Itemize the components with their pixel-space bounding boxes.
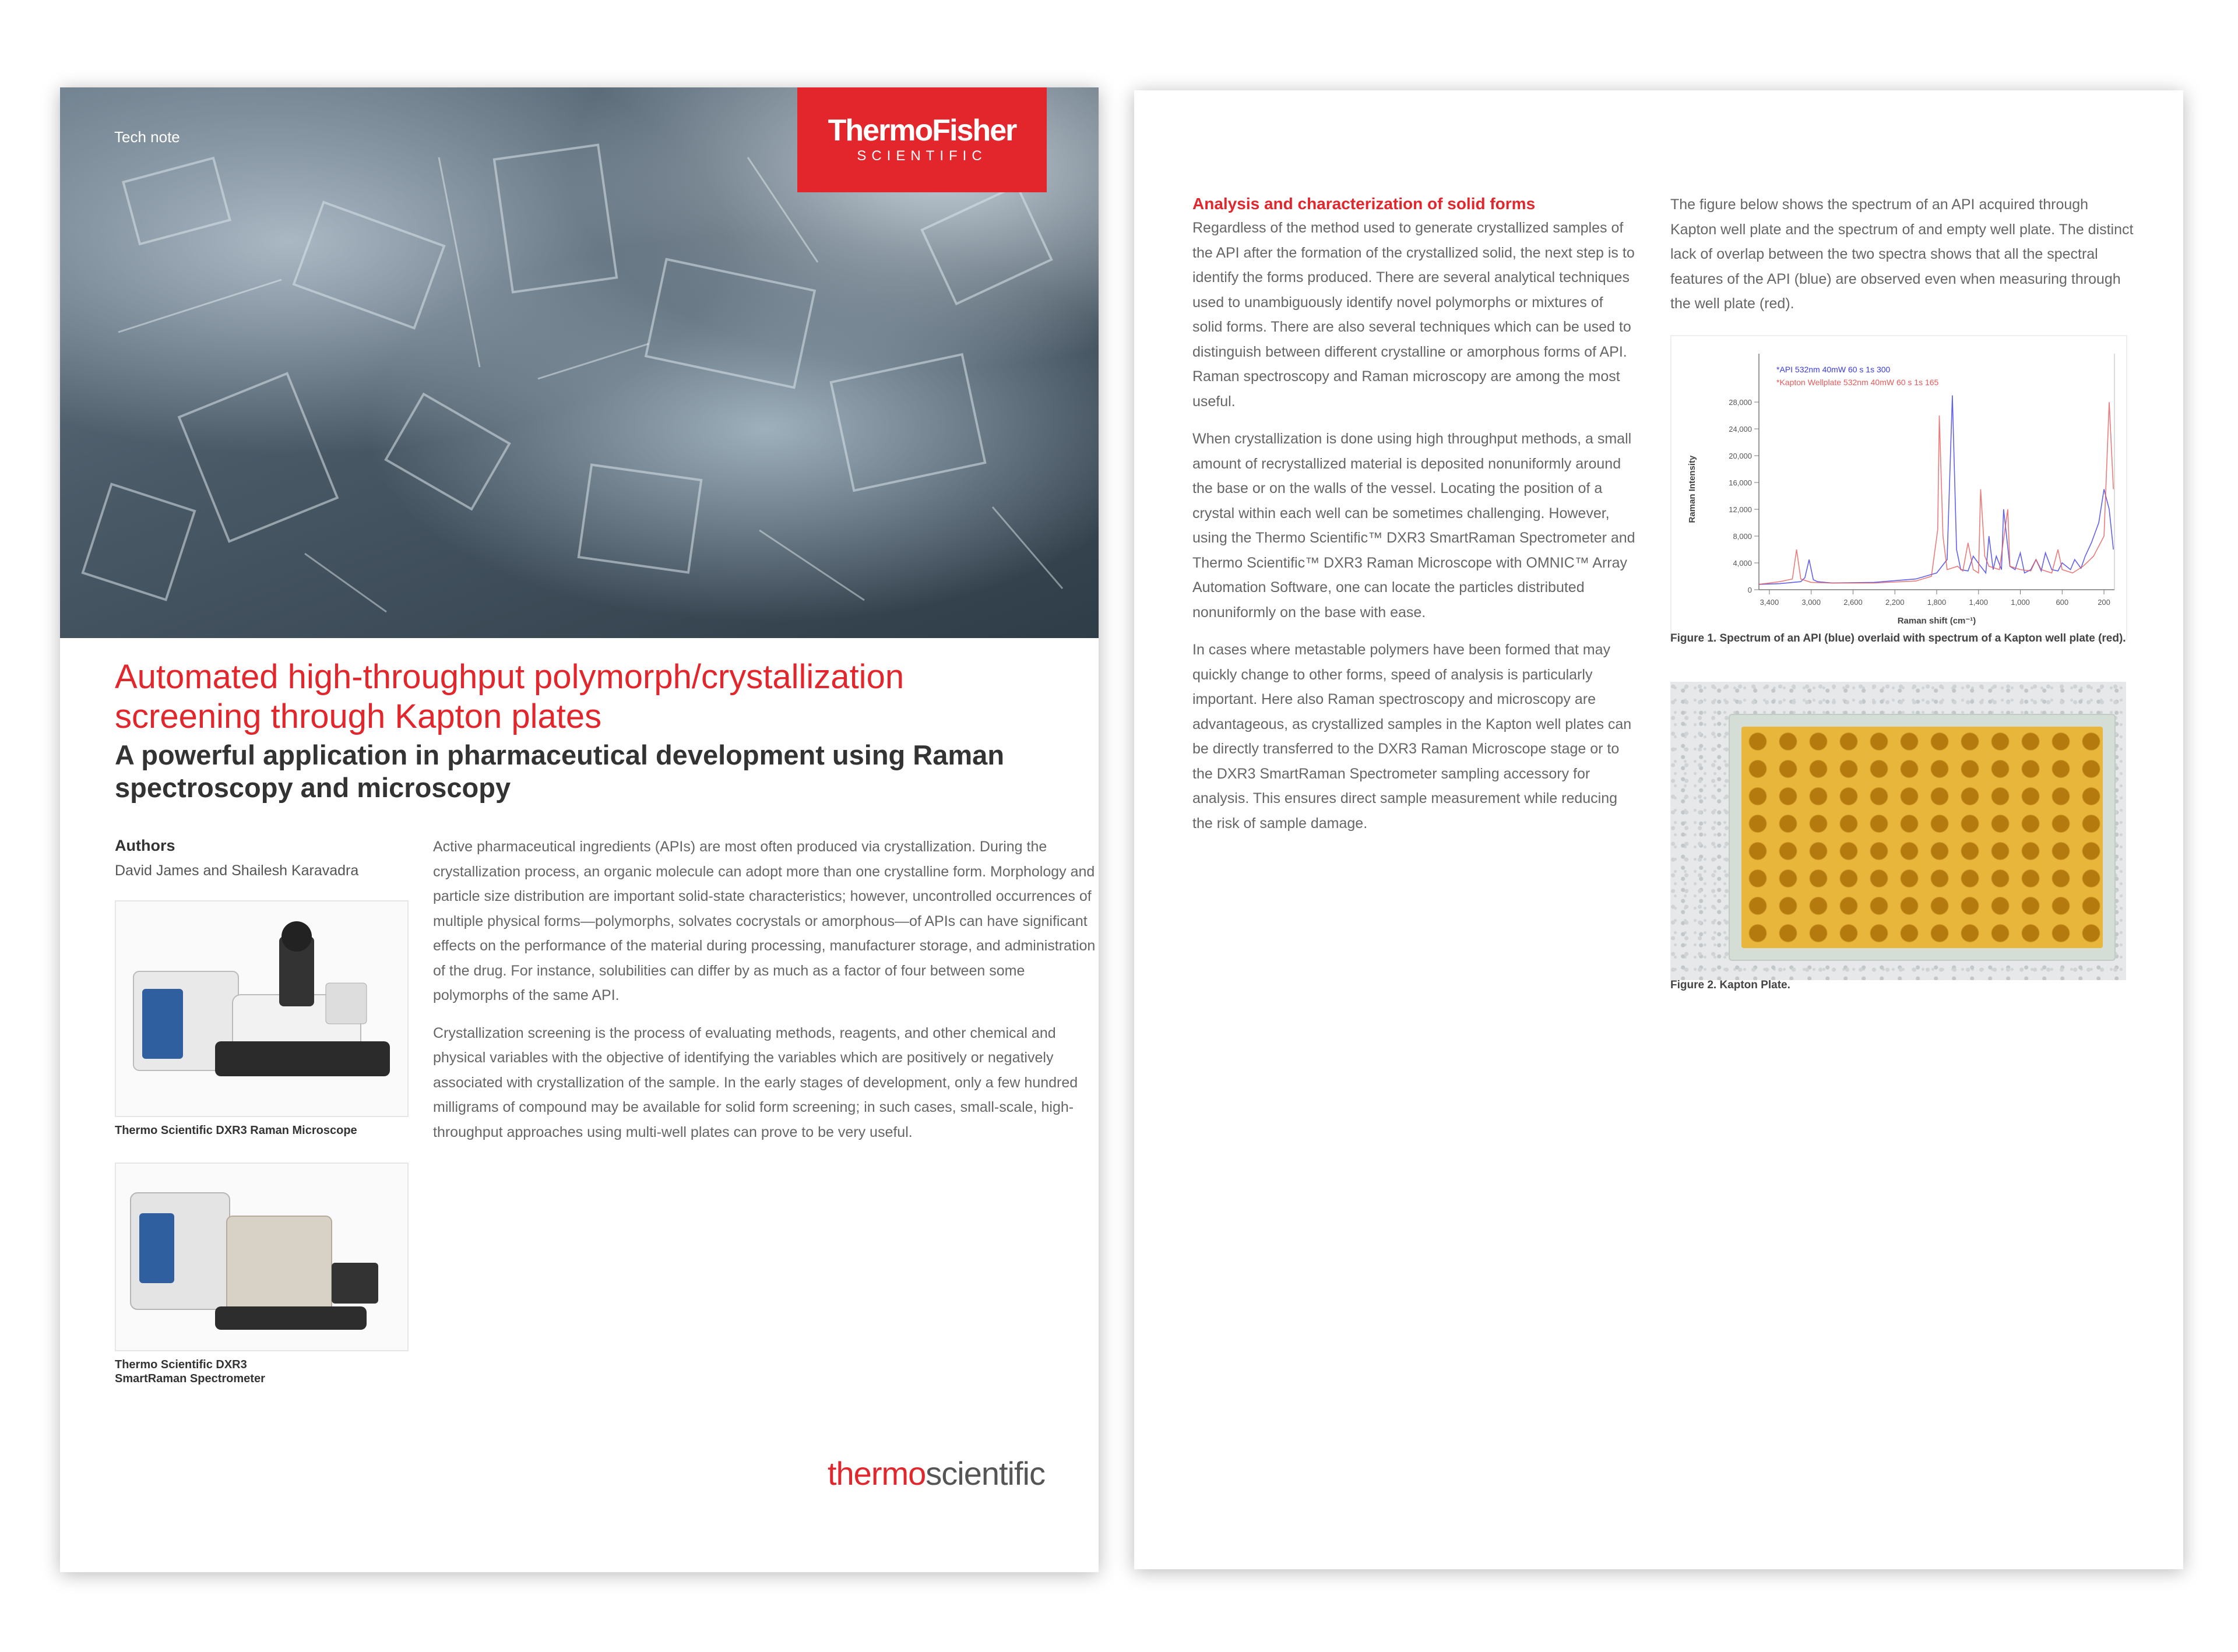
y-tick-label: 8,000 bbox=[1733, 532, 1752, 541]
document-subtitle: A powerful application in pharmaceutical development using Raman spectroscopy and microscopy bbox=[115, 739, 1005, 803]
logo-scientific: scientific bbox=[926, 1455, 1045, 1492]
y-tick-label: 28,000 bbox=[1729, 398, 1752, 407]
tech-note-label: Tech note bbox=[114, 128, 180, 146]
spectrometer-caption bbox=[115, 1358, 418, 1386]
logo-thermo: thermo bbox=[827, 1455, 926, 1492]
page-1 bbox=[60, 87, 1099, 1572]
brand-subname: SCIENTIFIC bbox=[857, 148, 987, 164]
x-tick-label: 200 bbox=[2098, 598, 2110, 607]
x-tick-label: 1,400 bbox=[1969, 598, 1989, 607]
x-tick-label: 600 bbox=[2056, 598, 2069, 607]
spectrometer-illustration bbox=[116, 1164, 407, 1350]
y-tick-label: 16,000 bbox=[1729, 478, 1752, 487]
page-2 bbox=[1134, 90, 2183, 1569]
y-tick-label: 0 bbox=[1747, 586, 1752, 594]
figure-intro-paragraph: The figure below shows the spectrum of an API acquired through Kapton well plate and the spectrum of and empty well plate. The distinct lack of overlap between the two spectra shows that all the spectral features of the API (blue) are observed even when measuring through the well plate (red). bbox=[1670, 196, 2134, 312]
figure-1-caption: Figure 1. Spectrum of an API (blue) overlaid with spectrum of a Kapton well plate (red). bbox=[1670, 632, 2126, 644]
analysis-paragraph-2: When crystallization is done using high throughput methods, a small amount of recrystallized material is deposited nonuniformly around the base or on the walls of the vessel. Locating the position of a crystal within each well can be sometimes challenging. However, using the Thermo Scientific™ DXR3 SmartRaman Spectrometer and Thermo Scientific™ DXR3 Raman Microscope with OMNIC™ Array Automation Software, one can locate the particles distributed nonuniformly on the base with ease. bbox=[1192, 431, 1635, 621]
raman-spectrum-chart bbox=[1672, 336, 2126, 639]
hero-crystal-image bbox=[60, 87, 1099, 638]
raman-microscope-image bbox=[115, 900, 409, 1117]
thermo-scientific-logo bbox=[828, 1454, 1045, 1492]
analysis-paragraph-3: In cases where metastable polymers have been formed that may quickly change to other forms, speed of analysis is particularly important. Here also Raman spectroscopy and microscopy are advantageous, as crystallized samples in the Kapton well plates can be directly transferred to the DXR3 Raman Microscope stage or to the DXR3 SmartRaman Spectrometer sampling accessory for analysis. This ensures direct sample measurement while reducing the risk of sample damage. bbox=[1192, 642, 1632, 832]
right-column bbox=[1670, 192, 2137, 329]
spectrum-series-line bbox=[1759, 402, 2113, 584]
authors-names: David James and Shailesh Karavadra bbox=[115, 862, 359, 879]
x-tick-label: 2,200 bbox=[1885, 598, 1905, 607]
smartraman-spectrometer-image bbox=[115, 1163, 409, 1351]
intro-paragraph-1: Active pharmaceutical ingredients (APIs) are most often produced via crystallization. During the crystallization process, an organic molecule can adopt more than one crystalline form. Morphology and particle size distribution are important solid-state characteristics; however, uncontrolled occurrences of multiple physical forms—polymorphs, solvates cocrystals or amorphous—of APIs can have significant effects on the performance of the material during processing, manufacturer storage, and administration of the drug. For instance, solubilities can differ by as much as a factor of four between some polymorphs of the same API. bbox=[433, 839, 1096, 1003]
y-tick-label: 24,000 bbox=[1729, 425, 1752, 434]
analysis-paragraph-1: Regardless of the method used to generate crystallized samples of the API after the formation of the crystallized solid, the next step is to identify the forms produced. There are several analytical techniques used to unambiguously identify novel polymorphs or mixtures of solid forms. There are also several techniques which can be used to distinguish between different crystalline or amorphous forms of API. Raman spectroscopy and Raman microscopy are among the most useful. bbox=[1192, 220, 1635, 410]
spectrometer-caption-line1: Thermo Scientific DXR3 bbox=[115, 1358, 247, 1371]
figure-2-caption: Figure 2. Kapton Plate. bbox=[1670, 979, 1790, 991]
document-title: Automated high-throughput polymorph/crystallization screening through Kapton plates bbox=[115, 658, 905, 735]
section-heading: Analysis and characterization of solid forms bbox=[1192, 195, 1536, 213]
x-tick-label: 1,800 bbox=[1927, 598, 1947, 607]
intro-body bbox=[433, 834, 1103, 1157]
legend-entry: *Kapton Wellplate 532nm 40mW 60 s 1s 165 bbox=[1776, 378, 1939, 387]
x-tick-label: 3,400 bbox=[1760, 598, 1779, 607]
microscope-caption: Thermo Scientific DXR3 Raman Microscope bbox=[115, 1124, 357, 1137]
x-tick-label: 3,000 bbox=[1801, 598, 1821, 607]
legend-entry: *API 532nm 40mW 60 s 1s 300 bbox=[1776, 365, 1891, 374]
raman-spectrum-figure bbox=[1670, 335, 2127, 640]
y-tick-label: 4,000 bbox=[1733, 559, 1752, 568]
intro-paragraph-2: Crystallization screening is the process of evaluating methods, reagents, and other chemical and physical variables with the objective of identifying the variables which are positively or negatively associated with crystallization of the sample. In the early stages of development, only a few hundred milligrams of compound may be available for solid form screening; in such cases, small-scale, high-throughput approaches using multi-well plates can prove to be very useful. bbox=[433, 1024, 1078, 1140]
y-axis-label: Raman Intensity bbox=[1687, 455, 1697, 523]
spectrometer-caption-line2: SmartRaman Spectrometer bbox=[115, 1372, 265, 1385]
brand-name: ThermoFisher bbox=[828, 114, 1016, 147]
spectrum-series-line bbox=[1759, 396, 2113, 584]
kapton-plate-frame bbox=[1729, 714, 2116, 961]
x-tick-label: 1,000 bbox=[2011, 598, 2030, 607]
y-tick-label: 20,000 bbox=[1729, 452, 1752, 460]
left-column bbox=[1192, 192, 1635, 848]
thermo-fisher-logo bbox=[797, 87, 1047, 192]
kapton-well-grid bbox=[1741, 727, 2103, 948]
kapton-plate-photo bbox=[1670, 682, 2126, 980]
authors-heading: Authors bbox=[115, 837, 175, 854]
microscope-illustration bbox=[116, 901, 407, 1116]
x-axis-label: Raman shift (cm⁻¹) bbox=[1897, 616, 1976, 626]
x-tick-label: 2,600 bbox=[1843, 598, 1863, 607]
y-tick-label: 12,000 bbox=[1729, 505, 1752, 514]
